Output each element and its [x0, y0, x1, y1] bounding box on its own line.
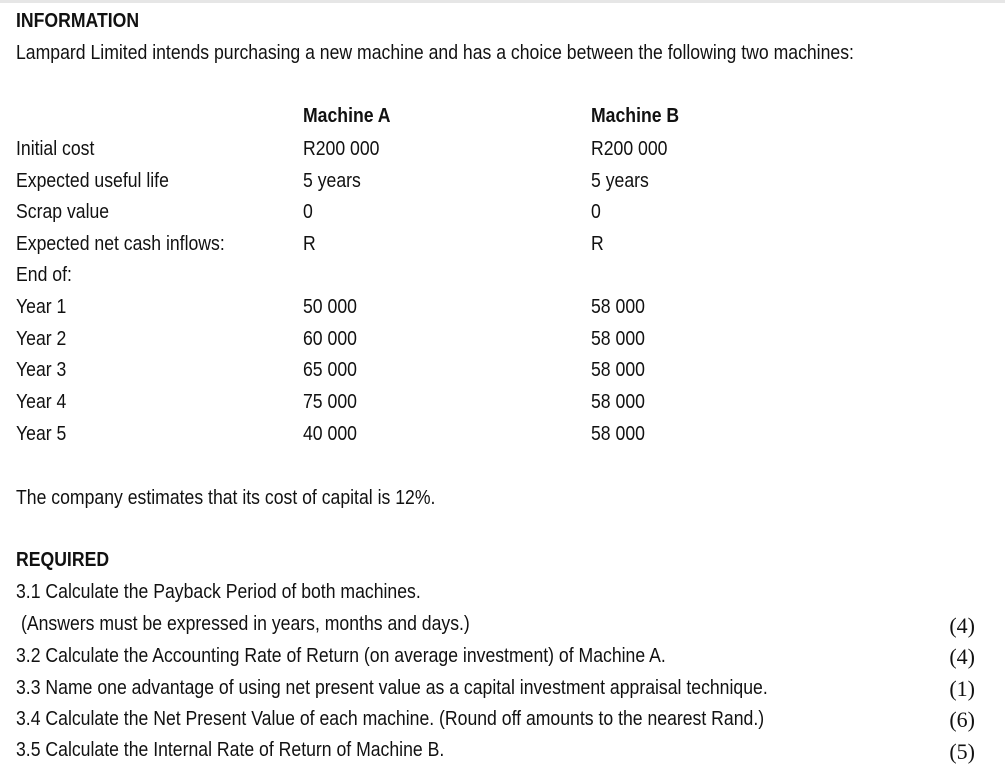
row-label-year-2: Year 2 — [16, 327, 67, 350]
cell-a-useful-life: 5 years — [303, 169, 361, 192]
row-label-year-3: Year 3 — [16, 358, 67, 381]
marks-3-4: (6) — [949, 707, 975, 732]
cell-a-year-4: 75 000 — [303, 390, 357, 413]
row-label-year-5: Year 5 — [16, 422, 67, 445]
required-heading: REQUIRED — [16, 548, 110, 571]
question-3-5: 3.5 Calculate the Internal Rate of Return of Machine B. — [16, 738, 445, 761]
cell-b-year-4: 58 000 — [591, 390, 645, 413]
cell-b-scrap-value: 0 — [591, 200, 601, 223]
intro-text: Lampard Limited intends purchasing a new machine and has a choice between the following two machines: — [16, 41, 854, 64]
information-heading: INFORMATION — [16, 9, 140, 32]
cell-b-initial-cost: R200 000 — [591, 137, 668, 160]
question-3-1-note: (Answers must be expressed in years, months and days.) — [21, 612, 470, 635]
row-label-scrap-value: Scrap value — [16, 200, 110, 223]
question-3-4: 3.4 Calculate the Net Present Value of each machine. (Round off amounts to the nearest Rand.) — [16, 707, 765, 730]
marks-3-2: (4) — [949, 644, 975, 669]
cell-b-year-1: 58 000 — [591, 295, 645, 318]
row-label-useful-life: Expected useful life — [16, 169, 169, 192]
cell-a-scrap-value: 0 — [303, 200, 313, 223]
question-3-2: 3.2 Calculate the Accounting Rate of Return (on average investment) of Machine A. — [16, 644, 666, 667]
question-3-3: 3.3 Name one advantage of using net present value as a capital investment appraisal technique. — [16, 676, 768, 699]
machine-a-header: Machine A — [303, 104, 391, 127]
row-label-year-4: Year 4 — [16, 390, 67, 413]
top-border — [0, 0, 1005, 3]
row-label-net-cash-inflows: Expected net cash inflows: — [16, 232, 225, 255]
cell-a-initial-cost: R200 000 — [303, 137, 380, 160]
cell-b-useful-life: 5 years — [591, 169, 649, 192]
cell-b-year-2: 58 000 — [591, 327, 645, 350]
machine-b-header: Machine B — [591, 104, 680, 127]
marks-3-3: (1) — [949, 676, 975, 701]
cell-b-year-5: 58 000 — [591, 422, 645, 445]
marks-3-1: (4) — [949, 613, 975, 638]
cell-a-year-1: 50 000 — [303, 295, 357, 318]
cell-a-year-2: 60 000 — [303, 327, 357, 350]
cell-a-year-3: 65 000 — [303, 358, 357, 381]
marks-3-5: (5) — [949, 739, 975, 764]
question-3-1: 3.1 Calculate the Payback Period of both machines. — [16, 580, 421, 603]
row-label-year-1: Year 1 — [16, 295, 67, 318]
cost-of-capital-text: The company estimates that its cost of capital is 12%. — [16, 486, 436, 509]
cell-a-year-5: 40 000 — [303, 422, 357, 445]
row-label-initial-cost: Initial cost — [16, 137, 95, 160]
cell-a-currency: R — [303, 232, 316, 255]
row-label-end-of: End of: — [16, 263, 72, 286]
cell-b-year-3: 58 000 — [591, 358, 645, 381]
cell-b-currency: R — [591, 232, 604, 255]
